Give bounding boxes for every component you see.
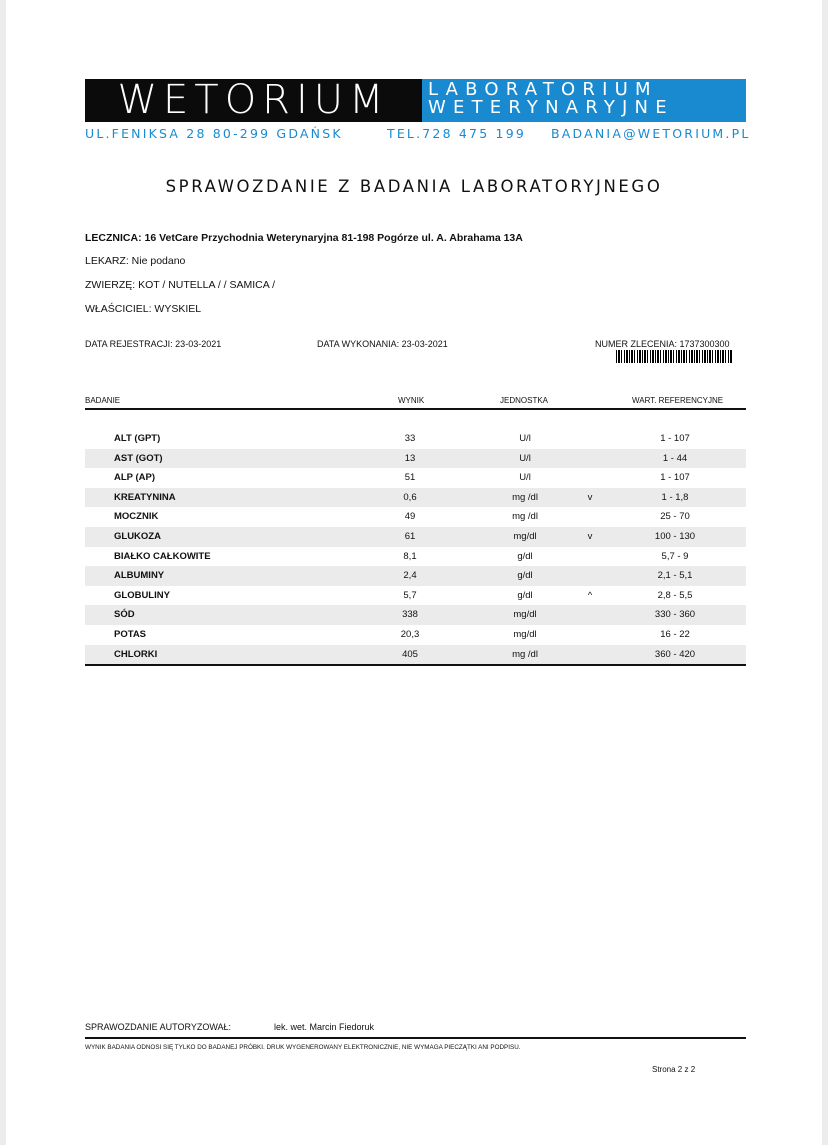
test-name: MOCZNIK bbox=[114, 511, 159, 523]
doctor-info: LEKARZ: Nie podano bbox=[85, 255, 186, 267]
report-page bbox=[6, 0, 822, 1145]
table-row bbox=[85, 645, 746, 665]
test-unit: mg/dl bbox=[513, 629, 537, 640]
test-unit: mg /dl bbox=[512, 648, 538, 660]
table-row bbox=[85, 468, 746, 488]
test-reference: 5,7 - 9 bbox=[661, 550, 689, 562]
test-result: 20,3 bbox=[400, 629, 420, 640]
table-row bbox=[85, 527, 746, 547]
test-reference: 1 - 44 bbox=[662, 452, 688, 464]
footer-rule bbox=[85, 1037, 746, 1039]
registration-date: DATA REJESTRACJI: 23-03-2021 bbox=[85, 339, 222, 349]
test-name: ALBUMINY bbox=[114, 570, 165, 582]
owner-info: WŁAŚCICIEL: WYSKIEL bbox=[85, 303, 202, 315]
table-row bbox=[85, 605, 746, 625]
test-reference: 360 - 420 bbox=[654, 648, 696, 660]
test-reference: 100 - 130 bbox=[654, 531, 696, 542]
test-reference: 16 - 22 bbox=[660, 629, 690, 640]
test-reference: 330 - 360 bbox=[654, 609, 696, 621]
table-bottom-rule bbox=[85, 664, 746, 666]
test-flag: v bbox=[587, 491, 593, 503]
test-flag: v bbox=[587, 531, 593, 542]
lab-phone: TEL.728 475 199 bbox=[387, 126, 526, 141]
logo-wetorium: WETORIUM bbox=[85, 79, 422, 122]
test-name: GLUKOZA bbox=[114, 531, 161, 542]
col-header-result: WYNIK bbox=[398, 396, 425, 405]
test-name: SÓD bbox=[114, 609, 135, 621]
test-result: 33 bbox=[404, 433, 416, 444]
test-result: 405 bbox=[402, 648, 418, 660]
test-result: 2,4 bbox=[403, 570, 417, 582]
lab-email: BADANIA@WETORIUM.PL bbox=[551, 126, 751, 141]
report-title: SPRAWOZDANIE Z BADANIA LABORATORYJNEGO bbox=[165, 177, 663, 196]
authorized-label: SPRAWOZDANIE AUTORYZOWAŁ: bbox=[85, 1022, 232, 1032]
test-unit: mg/dl bbox=[513, 531, 537, 542]
test-reference: 2,8 - 5,5 bbox=[657, 589, 693, 601]
col-header-reference: WART. REFERENCYJNE bbox=[632, 396, 724, 405]
logo-line-2: WETERYNARYJNE bbox=[428, 97, 674, 118]
test-unit: U/l bbox=[519, 472, 531, 484]
test-unit: mg /dl bbox=[512, 491, 538, 503]
footer-note: WYNIK BADANIA ODNOSI SIĘ TYLKO DO BADANEJ PRÓBKI. DRUK WYGENEROWANY ELEKTRONICZNIE, NIE WYMAGA PIECZĄTKI ANI PODPISU. bbox=[85, 1044, 521, 1051]
barcode bbox=[616, 350, 732, 363]
test-unit: mg /dl bbox=[512, 511, 538, 523]
table-row bbox=[85, 586, 746, 606]
test-name: ALT (GPT) bbox=[114, 433, 161, 444]
test-reference: 25 - 70 bbox=[660, 511, 690, 523]
table-row bbox=[85, 625, 746, 645]
test-unit: U/l bbox=[519, 452, 531, 464]
test-result: 338 bbox=[402, 609, 418, 621]
clinic-info: LECZNICA: 16 VetCare Przychodnia Weterynaryjna 81-198 Pogórze ul. A. Abrahama 13A bbox=[85, 232, 523, 244]
test-result: 5,7 bbox=[403, 589, 417, 601]
test-unit: U/l bbox=[519, 433, 531, 444]
table-row bbox=[85, 566, 746, 586]
lab-address: UL.FENIKSA 28 80-299 GDAŃSK bbox=[85, 126, 343, 141]
test-name: AST (GOT) bbox=[114, 452, 163, 464]
test-name: CHLORKI bbox=[114, 648, 158, 660]
test-name: KREATYNINA bbox=[114, 491, 176, 503]
test-reference: 1 - 107 bbox=[660, 472, 690, 484]
test-name: ALP (AP) bbox=[114, 472, 155, 484]
test-reference: 1 - 107 bbox=[660, 433, 690, 444]
test-unit: g/dl bbox=[517, 589, 533, 601]
logo-laboratorium bbox=[422, 79, 746, 122]
logo-line-1: LABORATORIUM bbox=[428, 79, 658, 100]
table-row bbox=[85, 547, 746, 567]
execution-date: DATA WYKONANIA: 23-03-2021 bbox=[317, 339, 448, 349]
test-reference: 1 - 1,8 bbox=[661, 491, 689, 503]
table-row bbox=[85, 449, 746, 469]
col-header-unit: JEDNOSTKA bbox=[500, 396, 549, 405]
test-result: 61 bbox=[404, 531, 416, 542]
page-number: Strona 2 z 2 bbox=[652, 1065, 696, 1074]
col-header-test: BADANIE bbox=[85, 396, 121, 405]
test-name: BIAŁKO CAŁKOWITE bbox=[114, 550, 211, 562]
table-row bbox=[85, 488, 746, 508]
test-name: GLOBULINY bbox=[114, 589, 170, 601]
test-unit: mg/dl bbox=[513, 609, 537, 621]
table-row bbox=[85, 429, 746, 449]
test-flag: ^ bbox=[587, 589, 593, 601]
test-unit: g/dl bbox=[517, 550, 533, 562]
test-reference: 2,1 - 5,1 bbox=[657, 570, 693, 582]
test-unit: g/dl bbox=[517, 570, 533, 582]
test-result: 0,6 bbox=[403, 491, 417, 503]
authorized-by: lek. wet. Marcin Fiedoruk bbox=[274, 1022, 375, 1032]
test-result: 49 bbox=[404, 511, 416, 523]
table-row bbox=[85, 507, 746, 527]
order-number: NUMER ZLECENIA: 1737300300 bbox=[595, 339, 730, 349]
test-name: POTAS bbox=[114, 629, 147, 640]
table-header-rule bbox=[85, 408, 746, 410]
test-result: 51 bbox=[404, 472, 416, 484]
test-result: 8,1 bbox=[403, 550, 417, 562]
animal-info: ZWIERZĘ: KOT / NUTELLA / / SAMICA / bbox=[85, 279, 276, 291]
test-result: 13 bbox=[404, 452, 416, 464]
